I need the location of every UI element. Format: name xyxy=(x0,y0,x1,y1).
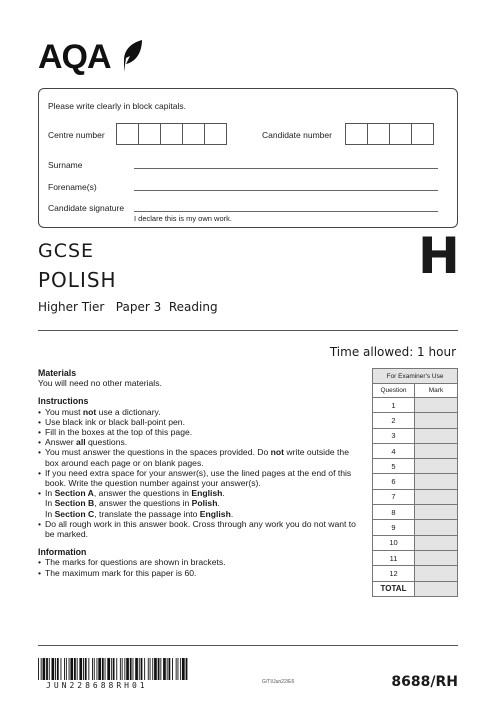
mark-cell xyxy=(415,566,458,581)
paper-details xyxy=(38,300,218,314)
table-row: 7 xyxy=(373,489,458,504)
forenames-field[interactable] xyxy=(134,190,438,191)
total-row: TOTAL xyxy=(373,581,458,596)
table-row: 6 xyxy=(373,474,458,489)
signature-label: Candidate signature xyxy=(48,203,125,213)
time-allowed: Time allowed: 1 hour xyxy=(329,345,456,359)
table-row: 12 xyxy=(373,566,458,581)
list-item: • Fill in the boxes at the top of this page. xyxy=(38,427,363,437)
centre-number-cell[interactable] xyxy=(182,123,205,145)
list-item: • Do all rough work in this answer book. Cross through any work you do not want to be marked. xyxy=(38,519,363,539)
paper-label: Paper 3 xyxy=(115,300,162,314)
tier-letter: H xyxy=(418,227,460,285)
instructions-panel xyxy=(38,368,363,578)
mark-cell xyxy=(415,443,458,458)
aqa-logo: AQA xyxy=(38,38,111,76)
table-row: 2 xyxy=(373,413,458,428)
list-item: • The marks for questions are shown in brackets. xyxy=(38,557,363,567)
information-heading: Information xyxy=(38,547,87,558)
list-item: • If you need extra space for your answer(s), use the lined pages at the end of this book. Write the question number against your answer(s). xyxy=(38,468,363,488)
barcode-text: JUN228688RH01 xyxy=(46,681,148,690)
barcode xyxy=(38,658,188,680)
candidate-number-label: Candidate number xyxy=(262,130,332,140)
list-item: • The maximum mark for this paper is 60. xyxy=(38,568,363,578)
centre-number-cell[interactable] xyxy=(138,123,161,145)
table-row: 9 xyxy=(373,520,458,535)
surname-field[interactable] xyxy=(134,168,438,169)
tier-label: Higher Tier xyxy=(38,300,105,314)
materials-text: You will need no other materials. xyxy=(38,378,162,389)
total-mark-cell xyxy=(415,581,458,596)
examiner-use-table xyxy=(372,368,458,597)
candidate-number-cell[interactable] xyxy=(367,123,390,145)
list-item: • Use black ink or black ball-point pen. xyxy=(38,417,363,427)
centre-number-cell[interactable] xyxy=(204,123,227,145)
divider xyxy=(38,330,458,331)
table-row: 10 xyxy=(373,535,458,550)
mark-column-header: Mark xyxy=(415,384,458,398)
table-row: 1 xyxy=(373,398,458,413)
mark-cell xyxy=(415,413,458,428)
mark-cell xyxy=(415,505,458,520)
centre-number-label: Centre number xyxy=(48,130,105,140)
mark-cell xyxy=(415,428,458,443)
list-item: • You must not use a dictionary. xyxy=(38,407,363,417)
list-item: • In Section A, answer the questions in English. In Section B, answer the questions in Polish. In Section C, translate the passage into English. xyxy=(38,488,363,519)
instructions-heading: Instructions xyxy=(38,396,89,407)
mark-cell xyxy=(415,474,458,489)
candidate-number-cell[interactable] xyxy=(411,123,434,145)
instructions-list xyxy=(38,407,363,540)
qualification-title: GCSE xyxy=(38,240,95,262)
centre-number-cell[interactable] xyxy=(160,123,183,145)
materials-heading: Materials xyxy=(38,368,77,378)
mark-cell xyxy=(415,535,458,550)
examiner-table-header: For Examiner's Use xyxy=(373,369,458,384)
table-row: 4 xyxy=(373,443,458,458)
mark-cell xyxy=(415,459,458,474)
subject-title: POLISH xyxy=(38,268,117,292)
list-item: • You must answer the questions in the spaces provided. Do not write outside the box around each page or on blank pages. xyxy=(38,447,363,467)
candidate-number-cell[interactable] xyxy=(345,123,368,145)
surname-label: Surname xyxy=(48,160,83,170)
signature-field[interactable] xyxy=(134,211,438,212)
block-capitals-instruction: Please write clearly in block capitals. xyxy=(48,101,186,111)
question-column-header: Question xyxy=(373,384,415,398)
document-reference: G/TI/Jun22/E6 xyxy=(262,679,295,685)
candidate-number-field[interactable] xyxy=(346,123,434,145)
table-row: 11 xyxy=(373,550,458,565)
table-row: 8 xyxy=(373,505,458,520)
mark-cell xyxy=(415,550,458,565)
mark-cell xyxy=(415,489,458,504)
centre-number-cell[interactable] xyxy=(116,123,139,145)
mark-cell xyxy=(415,398,458,413)
information-list xyxy=(38,557,363,577)
mark-cell xyxy=(415,520,458,535)
footer-divider xyxy=(38,645,458,646)
list-item: • Answer all questions. xyxy=(38,437,363,447)
centre-number-field[interactable] xyxy=(117,123,227,145)
table-row: 5 xyxy=(373,459,458,474)
table-row: 3 xyxy=(373,428,458,443)
declaration-text: I declare this is my own work. xyxy=(134,214,232,223)
forenames-label: Forename(s) xyxy=(48,182,97,192)
component-label: Reading xyxy=(168,300,218,314)
candidate-number-cell[interactable] xyxy=(389,123,412,145)
paper-code: 8688/RH xyxy=(391,674,458,690)
aqa-leaf-icon xyxy=(120,38,144,74)
